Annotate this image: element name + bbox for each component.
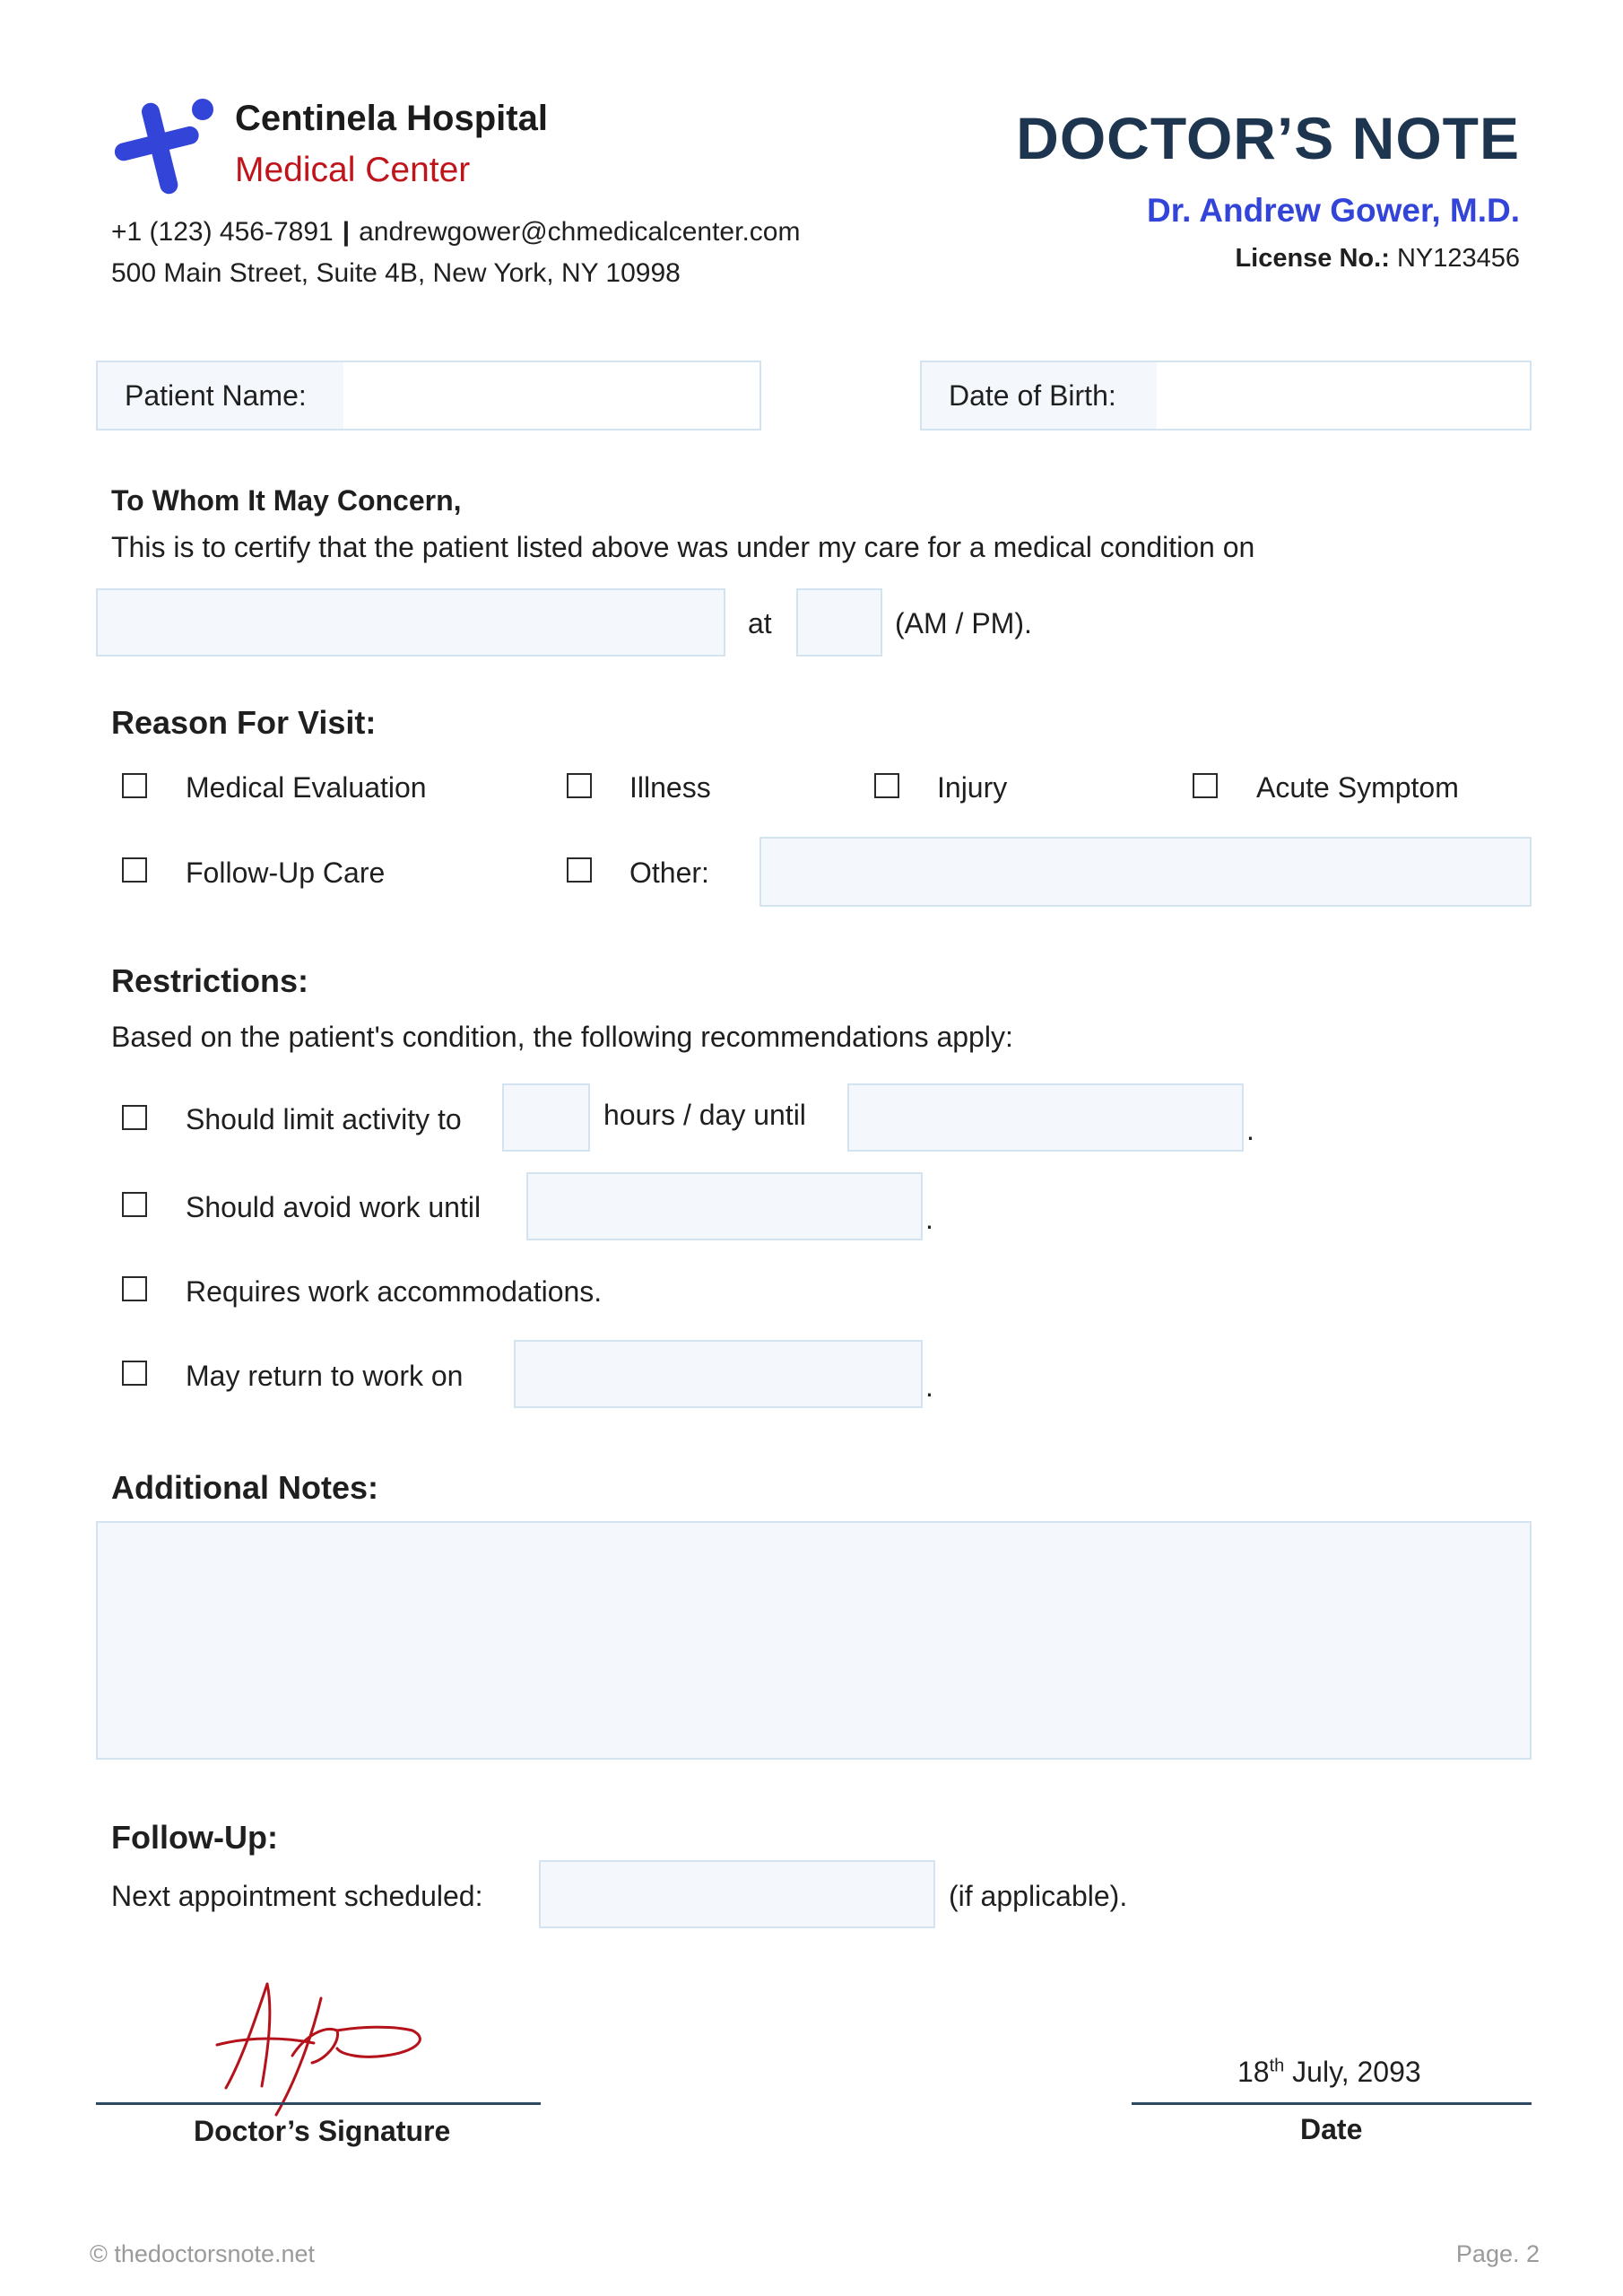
am-pm-label: (AM / PM). [895,607,1032,639]
patient-name-input[interactable] [343,362,759,429]
if-applicable-label: (if applicable). [949,1880,1128,1912]
hospital-name: Centinela Hospital [235,99,548,138]
additional-notes-heading: Additional Notes: [111,1469,378,1506]
option-acute-symptom: Acute Symptom [1256,771,1459,804]
document-title: DOCTOR’S NOTE [1016,105,1520,171]
restrictions-intro: Based on the patient's condition, the following recommendations apply: [111,1021,1013,1053]
checkbox-follow-up-care[interactable] [122,857,147,883]
doctor-name: Dr. Andrew Gower, M.D. [1147,192,1520,229]
checkbox-illness[interactable] [567,773,592,798]
date-of-birth-label: Date of Birth: [922,362,1157,429]
greeting: To Whom It May Concern, [111,484,462,517]
patient-name-field[interactable] [96,361,761,430]
care-time-input[interactable] [796,588,882,657]
option-other: Other: [629,857,709,889]
copyright: © thedoctorsnote.net [90,2240,316,2267]
checkbox-medical-evaluation[interactable] [122,773,147,798]
checkbox-limit-activity[interactable] [122,1105,147,1130]
signature-line [96,2102,541,2105]
next-appointment-label: Next appointment scheduled: [111,1880,483,1912]
checkbox-injury[interactable] [874,773,899,798]
date-day: 18 [1237,2056,1270,2088]
checkbox-return-to-work[interactable] [122,1361,147,1386]
next-appointment-input[interactable] [539,1860,935,1928]
additional-notes-textarea[interactable] [96,1521,1532,1760]
activity-hours-input[interactable] [502,1083,590,1152]
license-label: License No.: [1235,244,1390,273]
checkbox-work-accommodations[interactable] [122,1276,147,1301]
checkbox-other[interactable] [567,857,592,883]
care-date-input[interactable] [96,588,725,657]
option-follow-up-care: Follow-Up Care [186,857,386,889]
option-illness: Illness [629,771,711,804]
checkbox-avoid-work[interactable] [122,1192,147,1217]
option-medical-evaluation: Medical Evaluation [186,771,427,804]
email-address: andrewgower@chmedicalcenter.com [359,217,801,247]
contact-line [111,217,800,248]
avoid-work-label: Should avoid work until [186,1191,482,1223]
date-suffix: th [1269,2056,1285,2076]
option-injury: Injury [937,771,1008,804]
date-line [1132,2102,1532,2105]
checkbox-acute-symptom[interactable] [1193,773,1218,798]
hours-per-day-label: hours / day until [603,1099,806,1131]
signature-label: Doctor’s Signature [194,2115,451,2147]
patient-name-label: Patient Name: [98,362,343,429]
contact-separator: | [342,217,351,247]
date-rest: July, 2093 [1284,2056,1421,2088]
address: 500 Main Street, Suite 4B, New York, NY 10998 [111,258,681,288]
restrictions-heading: Restrictions: [111,962,309,999]
limit-until-date-input[interactable] [847,1083,1244,1152]
period: . [1246,1114,1254,1146]
return-to-work-label: May return to work on [186,1360,464,1392]
at-label: at [748,607,772,639]
follow-up-heading: Follow-Up: [111,1819,278,1856]
reason-heading: Reason For Visit: [111,704,377,741]
certify-text: This is to certify that the patient listed above was under my care for a medical condition on [111,531,1255,563]
date-of-birth-field[interactable] [920,361,1532,430]
date-label: Date [1300,2113,1363,2145]
doctor-signature-icon [206,1973,439,2117]
return-to-work-date-input[interactable] [514,1340,923,1408]
period: . [925,1370,933,1403]
period: . [925,1203,933,1235]
license-number [1235,244,1520,274]
page-number: Page. 2 [1455,2240,1540,2267]
avoid-work-date-input[interactable] [526,1172,923,1240]
phone-number: +1 (123) 456-7891 [111,217,334,247]
work-accommodations-label: Requires work accommodations. [186,1275,603,1308]
license-value: NY123456 [1396,244,1520,273]
signature-date [1237,2056,1421,2089]
date-of-birth-input[interactable] [1157,362,1530,429]
limit-activity-label: Should limit activity to [186,1103,462,1135]
other-reason-input[interactable] [759,837,1532,907]
hospital-subtitle: Medical Center [235,151,471,189]
hospital-logo-icon [111,97,219,197]
